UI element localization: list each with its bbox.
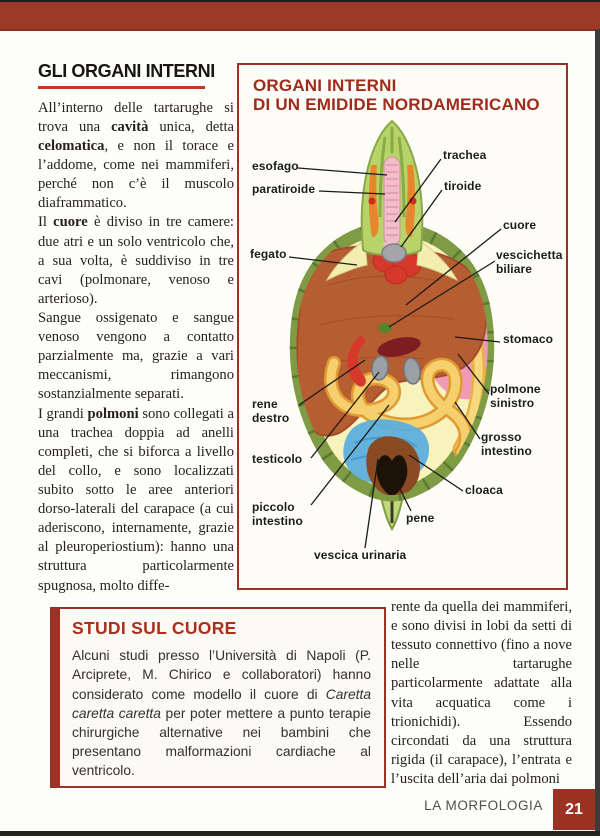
text-run: I grandi [38,405,88,422]
organ-label-polmone-sinistro: polmone sinistro [490,382,541,410]
sidebar-box-studi-sul-cuore [50,607,386,788]
right-text-column [391,598,572,789]
page-right-edge [595,29,600,832]
text-run-bold: polmoni [87,405,139,422]
page-number: 21 [565,800,583,818]
text-run-bold: celomatica [38,138,105,155]
text-run: per poter mettere a punto terapie chirurgiche alternative nei bambini che presentano malformazioni cardiache al ventricolo. [72,705,371,779]
sidebar-box-text [72,646,371,780]
organ-label-testicolo: testicolo [252,452,303,466]
organ-label-grosso-intestino: grosso intestino [481,430,532,458]
organ-label-vescichetta-biliare: vescichetta biliare [496,248,563,276]
organ-label-paratiroide: paratiroide [252,182,316,196]
text-run: unica, detta [148,118,234,135]
section-heading: GLI ORGANI INTERNI [38,61,215,81]
diagram-title-line1: ORGANI INTERNI [253,76,397,95]
text-run-bold: cavità [111,118,149,135]
text-run: Alcuni studi presso l’Università di Napoli (P. Arciprete, M. Chirico e collaboratori) hanno considerato come modello il cuore di [72,648,371,702]
page-bottom-edge [0,831,600,836]
organ-label-esofago: esofago [252,159,299,173]
turtle-figure [239,65,566,588]
diagram-title-line2: DI UN EMIDIDE NORDAMERICANO [253,95,540,115]
text-run: All’interno delle tartarughe si trova una [38,99,234,135]
text-run: sono collegati a una trachea doppia ad anelli completi, che si biforca a livello del collo, e sono localizzati subito sotto le aree anteriori dorso-laterali del carapace (a cui aderiscono, internamente, grazie al pleuroperiostium): hanno una struttura particolarmente spugnosa, molto diffe- [38,405,234,594]
left-text-column [38,62,234,596]
sidebar-box-title: STUDI SUL CUORE [72,618,237,638]
text-run: Il [38,214,54,231]
organ-label-cuore: cuore [503,218,537,232]
paragraph [38,213,234,309]
organ-label-trachea: trachea [443,148,487,162]
text-run-bold: cuore [53,214,88,231]
organ-label-rene-destro: rene destro [252,397,290,425]
paragraph [38,309,234,405]
gallbladder-shape [378,323,392,333]
organ-label-cloaca: cloaca [465,483,503,497]
page-number-box [553,789,595,830]
head-neck-group [327,121,457,280]
anatomy-diagram-box [237,63,568,590]
thyroid-shape [382,244,406,262]
esophagus-tube [384,157,400,245]
parathyroid-dot-left [369,198,376,205]
text-run-italic: Caretta caretta caretta [72,686,371,721]
organ-label-pene: pene [406,511,435,525]
organ-label-stomaco: stomaco [503,332,554,346]
text-run: rente da quella dei mammiferi, e sono divisi in lobi da setti di tessuto connettivo (fino a nove nelle tartarughe particolarmente adattate alla vita acquatica come i trionichidi). Essendo circondati da una struttura rigida (il carapace), l’entrata e l’uscita dell’aria dai polmoni [391,599,572,787]
body-text [38,99,234,596]
heading-underline [38,86,205,89]
chapter-color-bar [0,2,600,31]
text-run: Sangue ossigenato e sangue venoso vengono a contatto parzialmente ma, grazie a vari meccanismi, rimangono sostanzialmente separati. [38,310,234,403]
paragraph [38,405,234,596]
text-run: , e non il torace e l’addome, come nei mammiferi, perché non c’è il muscolo diaframmatico. [38,138,234,212]
footer-section-label: LA MORFOLOGIA [424,798,543,813]
organ-label-piccolo-intestino: piccolo intestino [252,500,303,528]
paragraph [391,598,572,789]
organ-label-tiroide: tiroide [444,179,482,193]
organ-label-fegato: fegato [250,247,287,261]
text-run: è diviso in tre camere: due atri e un solo ventricolo che, a sua volta, è suddiviso in tre cavi (polmonare, venoso e arterioso). [38,214,234,307]
organ-label-vescica-urinaria: vescica urinaria [314,548,407,562]
paragraph [38,99,234,214]
